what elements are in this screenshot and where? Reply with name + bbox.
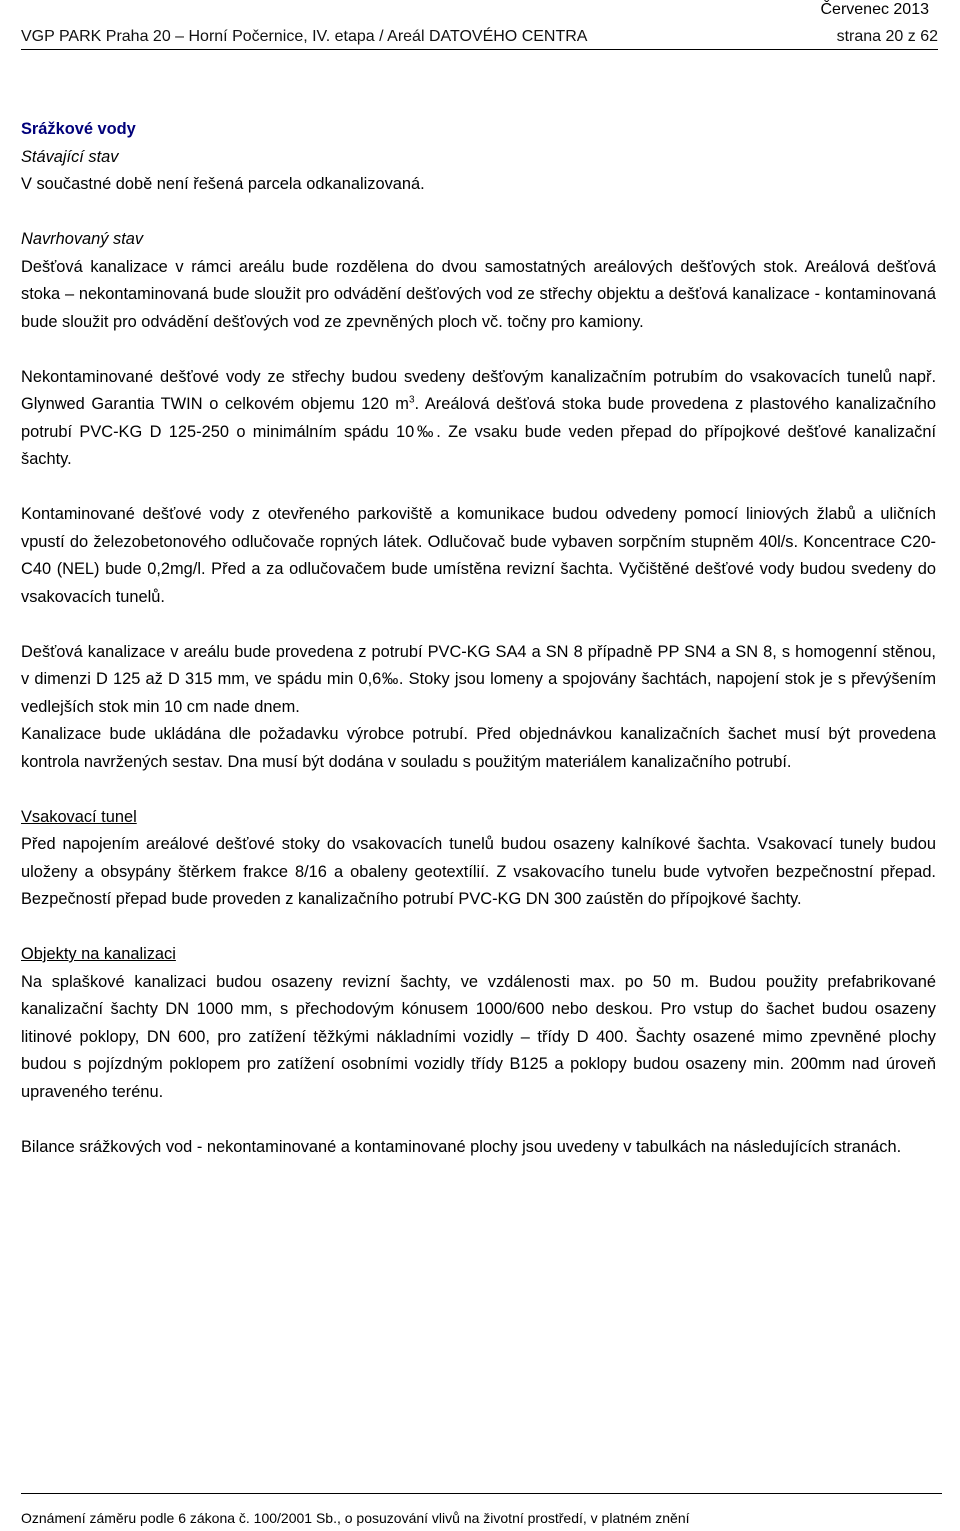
paragraph-sewer-objects: Na splaškové kanalizaci budou osazeny revizní šachty, ve vzdálenosti max. po 50 m. Budou použity prefabrikované kanalizační šachty DN 1000 mm, s přechodovým kónusem 1000/600 nebo deskou. Pro vstup do šachet budou osazeny litinové poklopy, DN 600, pro zatížení těžkými nákladními vozidly – třídy D 400. Šachty osazené mimo zpevněné plochy budou s pojízdným poklopem pro zatížení osobními vozidly třídy B125 a poklopy budou osazeny min. 200mm nad úroveň upraveného terénu.	[21, 972, 936, 1101]
spacer	[21, 474, 936, 502]
heading-existing-state: Stávající stav	[21, 147, 119, 166]
paragraph-pipe-specification: Dešťová kanalizace v areálu bude provedena z potrubí PVC-KG SA4 a SN 8 případně PP SN4 a SN 8, s homogenní stěnou, v dimenzi D 125 až D 315 mm, ve spádu min 0,6‰. Stoky jsou lomeny a spojovány šachtách, napojení stok je s převýšením vedlejších stok min 10 cm nade dnem.	[21, 642, 936, 716]
paragraph-rain-sewer-division: Dešťová kanalizace v rámci areálu bude rozdělena do dvou samostatných areálových dešťových stok. Areálová dešťová stoka – nekontaminovaná bude sloužit pro odvádění dešťových vod ze střechy objektu a dešťová kanalizace - kontaminovaná bude sloužit pro odvádění dešťových vod ze zpevněných ploch vč. točny pro kamiony.	[21, 257, 936, 331]
section-title-sewer-objects: Objekty na kanalizaci	[21, 945, 176, 963]
spacer	[21, 611, 936, 639]
paragraph-uncontaminated-water-part1: Nekontaminované dešťové vody ze střechy budou svedeny dešťovým kanalizačním potrubím do vsakovacích tunelů např. Glynwed Garantia TWIN o celkovém objemu 120 m	[21, 367, 936, 413]
page-footer: Oznámení záměru podle 6 zákona č. 100/2001 Sb., o posuzování vlivů na životní prostředí, v platném znění	[21, 1510, 690, 1526]
spacer	[21, 1106, 936, 1134]
paragraph-uncontaminated-water-part2: . Areálová dešťová stoka bude provedena z plastového kanalizačního potrubí PVC-KG D 125-250 o minimálním spádu 10‰. Ze vsaku bude veden přepad do přípojkové dešťové kanalizační šachty.	[21, 395, 936, 468]
spacer	[21, 914, 936, 942]
header-date: Červenec 2013	[820, 1, 929, 18]
document-body	[21, 116, 936, 1161]
paragraph-infiltration-tunnel: Před napojením areálové dešťové stoky do vsakovacích tunelů budou osazeny kalníkové šachta. Vsakovací tunely budou uloženy a obsypány štěrkem frakce 8/16 a obaleny geotextílií. Z vsakovacího tunelu bude vytvořen bezpečnostní přepad. Bezpečností přepad bude proveden z kanalizačního potrubí PVC-KG DN 300 zaústěn do přípojkové šachty.	[21, 835, 936, 908]
paragraph-installation: Kanalizace bude ukládána dle požadavku výrobce potrubí. Před objednávkou kanalizačních šachet musí být provedena kontrola navržených sestav. Dna musí být dodána v souladu s použitým materiálem kanalizačního potrubí.	[21, 725, 936, 771]
spacer	[21, 199, 936, 227]
section-title-infiltration-tunnel: Vsakovací tunel	[21, 807, 137, 826]
spacer	[21, 336, 936, 364]
section-title-rain-water: Srážkové vody	[21, 120, 136, 138]
header-project-title: VGP PARK Praha 20 – Horní Počernice, IV. etapa / Areál DATOVÉHO CENTRA	[21, 28, 588, 45]
text-existing-state: V součastné době není řešená parcela odkanalizovaná.	[21, 175, 425, 193]
header-page-number: strana 20 z 62	[836, 28, 938, 45]
header-divider	[21, 49, 938, 50]
paragraph-balance: Bilance srážkových vod - nekontaminované a kontaminované plochy jsou uvedeny v tabulkách na následujících stranách.	[21, 1137, 902, 1156]
spacer	[21, 776, 936, 804]
page-header	[21, 27, 938, 47]
paragraph-uncontaminated-water	[21, 364, 936, 474]
footer-divider	[21, 1493, 942, 1494]
superscript-cubic: 3	[408, 394, 415, 406]
heading-proposed-state: Navrhovaný stav	[21, 230, 144, 248]
paragraph-contaminated-water: Kontaminované dešťové vody z otevřeného parkoviště a komunikace budou odvedeny pomocí liniových žlabů a uličních vpustí do železobetonového odlučovače ropných látek. Odlučovač bude vybaven sorpčním stupněm 40l/s. Koncentrace C20-C40 (NEL) bude 0,2mg/l. Před a za odlučovačem bude umístěna revizní šachta. Vyčištěné dešťové vody budou svedeny do vsakovacích tunelů.	[21, 505, 936, 606]
